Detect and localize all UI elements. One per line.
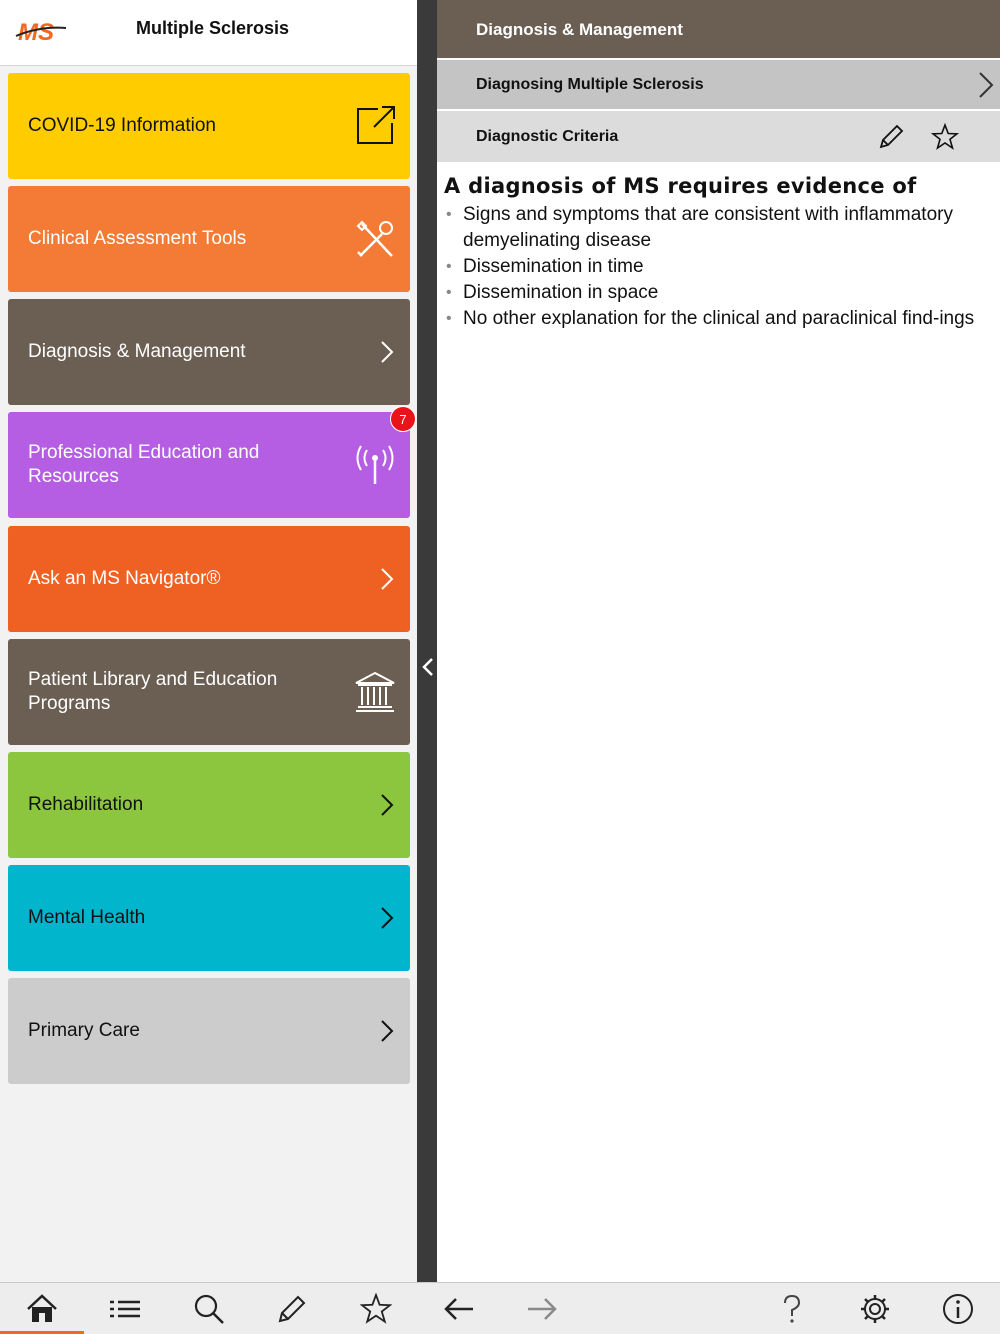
article-content: [444, 174, 994, 332]
app-header: [0, 0, 417, 66]
list-item-text: Signs and symptoms that are consistent with inflammatory demyelinating disease: [463, 204, 953, 251]
list-item-text: No other explanation for the clinical and paraclinical find-ings: [463, 308, 975, 329]
menu-tile-label: Mental Health: [28, 907, 146, 928]
bullet-icon: •: [446, 284, 452, 301]
subsection-title: Diagnosing Multiple Sclerosis: [476, 76, 704, 93]
list-item-text: Dissemination in time: [463, 256, 644, 277]
topic-title: Diagnostic Criteria: [476, 128, 619, 145]
menu-tile-ask-ms-navigator[interactable]: [8, 526, 410, 632]
chevron-right-icon: [978, 70, 994, 100]
menu-tile-label: Clinical Assessment Tools: [28, 228, 247, 249]
back-arrow-icon[interactable]: [443, 1293, 475, 1325]
bullet-icon: •: [446, 310, 452, 327]
svg-text:MS: MS: [18, 19, 54, 46]
bullet-icon: •: [446, 258, 452, 275]
menu-tile-label: COVID-19 Information: [28, 115, 216, 136]
notification-badge: 7: [390, 406, 416, 432]
chevron-right-icon: [380, 1018, 394, 1044]
library-icon: [352, 669, 398, 715]
chevron-right-icon: [380, 792, 394, 818]
menu-tile-professional-education[interactable]: [8, 412, 410, 518]
section-header: [437, 0, 1000, 58]
bullet-icon: •: [446, 206, 452, 223]
menu-tile-rehabilitation[interactable]: [8, 752, 410, 858]
split-divider[interactable]: [417, 0, 437, 1282]
forward-arrow-icon[interactable]: [526, 1293, 558, 1325]
detail-pane: [437, 0, 1000, 1282]
edit-note-button[interactable]: [877, 123, 905, 151]
menu-tile-label: Diagnosis & Management: [28, 341, 246, 362]
menu-tile-label: Professional Education and Resources: [28, 442, 260, 487]
menu-tile-mental-health[interactable]: [8, 865, 410, 971]
menu-tile-label: Primary Care: [28, 1020, 140, 1041]
article-heading: A diagnosis of MS requires evidence of: [444, 174, 917, 198]
list-item: [444, 254, 994, 280]
external-link-icon: [352, 103, 398, 149]
subsection-row[interactable]: [437, 60, 1000, 109]
list-item: [444, 280, 994, 306]
bottom-toolbar: [0, 1282, 1000, 1334]
chevron-right-icon: [380, 339, 394, 365]
list-item: [444, 306, 994, 332]
chevron-right-icon: [380, 905, 394, 931]
list-item: [444, 202, 994, 254]
star-icon[interactable]: [360, 1293, 392, 1325]
settings-gear-icon[interactable]: [859, 1293, 891, 1325]
broadcast-icon: [352, 442, 398, 488]
menu-tile-label: Patient Library and Education Programs: [28, 669, 278, 714]
tools-icon: [352, 216, 398, 262]
ms-logo: [14, 16, 70, 46]
menu-tile-diagnosis-management[interactable]: [8, 299, 410, 405]
section-title: Diagnosis & Management: [476, 20, 683, 39]
home-icon[interactable]: [26, 1293, 58, 1325]
menu-tile-patient-library[interactable]: [8, 639, 410, 745]
menu-tile-clinical-assessment-tools[interactable]: [8, 186, 410, 292]
navigation-pane: [0, 0, 417, 1282]
info-icon[interactable]: [942, 1293, 974, 1325]
list-item-text: Dissemination in space: [463, 282, 659, 303]
favorite-star-button[interactable]: [931, 123, 959, 151]
list-icon[interactable]: [109, 1293, 141, 1325]
chevron-right-icon: [380, 566, 394, 592]
search-icon[interactable]: [193, 1293, 225, 1325]
criteria-list: [444, 202, 994, 332]
menu-tile-covid-19[interactable]: [8, 73, 410, 179]
menu-tile-label: Ask an MS Navigator®: [28, 568, 221, 589]
collapse-pane-icon[interactable]: [422, 657, 434, 677]
app-title: Multiple Sclerosis: [136, 18, 290, 38]
topic-header: [437, 111, 1000, 162]
pencil-icon[interactable]: [276, 1293, 308, 1325]
menu-tile-label: Rehabilitation: [28, 794, 144, 815]
menu-tile-primary-care[interactable]: [8, 978, 410, 1084]
help-icon[interactable]: [776, 1293, 808, 1325]
